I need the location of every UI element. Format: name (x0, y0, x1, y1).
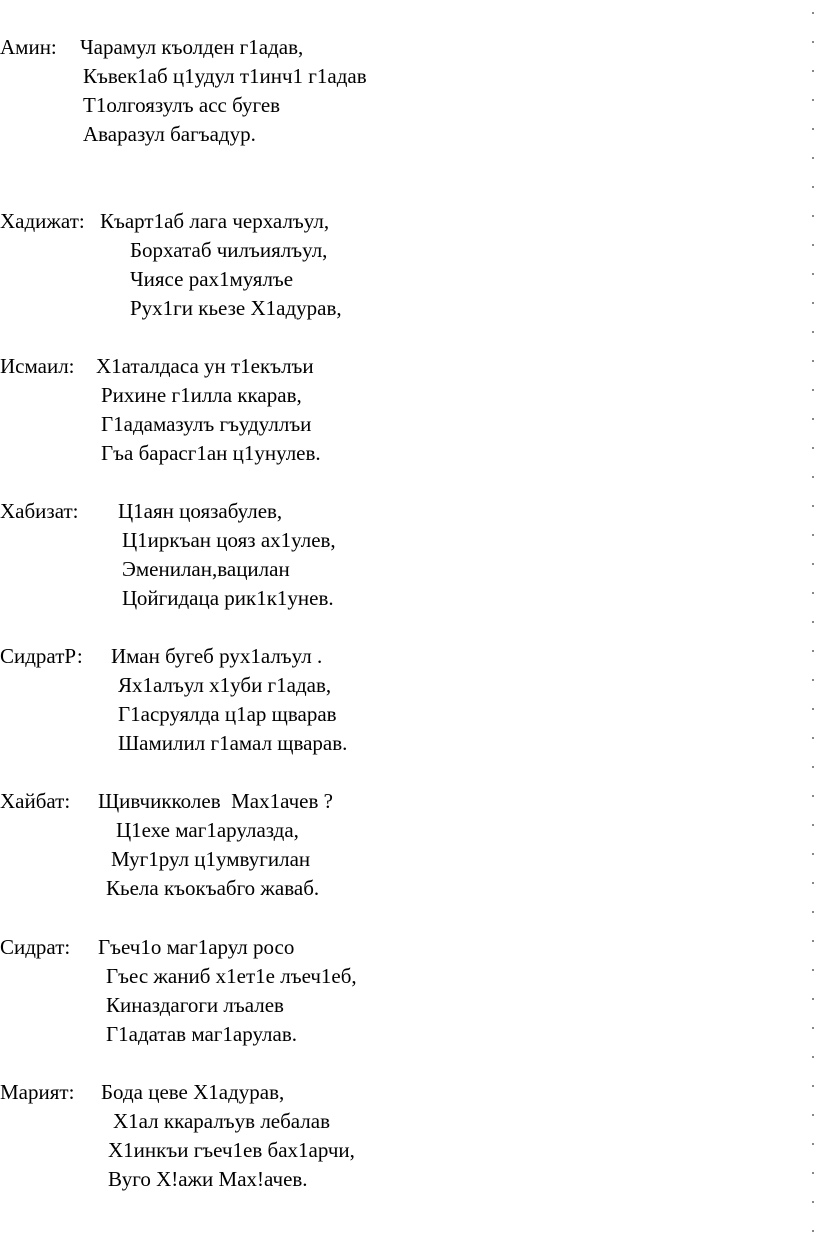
margin-dot (812, 1056, 814, 1058)
margin-dot (812, 418, 814, 420)
margin-dot (812, 940, 814, 942)
verse-line: Борхатаб чилъиялъул, (130, 238, 328, 262)
margin-dot (812, 12, 814, 14)
verse-line: Ях1алъул х1уби г1адав, (118, 673, 332, 697)
margin-dot (812, 157, 814, 159)
margin-dot (812, 41, 814, 43)
margin-dot (812, 882, 814, 884)
margin-dot (812, 505, 814, 507)
margin-dot (812, 1027, 814, 1029)
speaker-label: Хадижат: (0, 209, 85, 233)
speaker-label: Амин: (0, 35, 57, 59)
verse-line: Муг1рул ц1умвугилан (111, 847, 311, 871)
verse-line: Бода цеве Х1адурав, (101, 1080, 285, 1104)
margin-dot (812, 273, 814, 275)
margin-dot (812, 476, 814, 478)
margin-dot (812, 215, 814, 217)
verse-line: Киназдагоги лъалев (106, 993, 284, 1017)
verse-line: Чиясе рах1муялъе (130, 267, 294, 291)
speaker-label: СидратР: (0, 644, 83, 668)
margin-dot (812, 708, 814, 710)
speaker-label: Сидрат: (0, 935, 71, 959)
verse-line: Щивчикколев Мах1ачев ? (98, 789, 333, 813)
speaker-label: Исмаил: (0, 354, 75, 378)
margin-dot (812, 563, 814, 565)
margin-dot (812, 679, 814, 681)
margin-dot (812, 824, 814, 826)
verse-line: Кьела къокъабго жаваб. (106, 876, 320, 900)
verse-line: Г1асруялда ц1ар щварав (118, 702, 337, 726)
margin-dot (812, 534, 814, 536)
margin-dot (812, 1172, 814, 1174)
margin-dot (812, 128, 814, 130)
margin-dot (812, 389, 814, 391)
right-margin-dots (806, 0, 816, 1238)
margin-dot (812, 1201, 814, 1203)
margin-dot (812, 360, 814, 362)
margin-dot (812, 998, 814, 1000)
verse-line: Г1адамазулъ гъудуллъи (101, 412, 312, 436)
verse-line: Г1адатав маг1арулав. (106, 1022, 298, 1046)
verse-line: Вуго Х!ажи Мах!ачев. (108, 1167, 308, 1191)
margin-dot (812, 70, 814, 72)
margin-dot (812, 186, 814, 188)
margin-dot (812, 969, 814, 971)
margin-dot (812, 621, 814, 623)
verse-line: Къарт1аб лага черхалъул, (100, 209, 330, 233)
verse-line: Иман бугеб рух1алъул . (111, 644, 323, 668)
margin-dot (812, 795, 814, 797)
margin-dot (812, 447, 814, 449)
verse-line: Гъеч1о маг1арул росо (98, 935, 295, 959)
verse-line: Х1аталдаса ун т1екълъи (96, 354, 314, 378)
margin-dot (812, 302, 814, 304)
margin-dot (812, 331, 814, 333)
verse-line: Гъес жаниб х1ет1е лъеч1еб, (106, 964, 357, 988)
verse-line: Х1инкъи гъеч1ев бах1арчи, (108, 1138, 355, 1162)
verse-line: Ц1иркъан цояз ах1улев, (122, 528, 336, 552)
verse-line: Рух1ги кьезе Х1адурав, (130, 296, 342, 320)
verse-line: Т1олгоязулъ асс бугев (83, 93, 281, 117)
margin-dot (812, 1085, 814, 1087)
margin-dot (812, 99, 814, 101)
speaker-label: Марият: (0, 1080, 75, 1104)
verse-line: Ц1аян цоязабулев, (118, 499, 283, 523)
margin-dot (812, 766, 814, 768)
verse-line: Къвек1аб ц1удул т1инч1 г1адав (83, 64, 367, 88)
speaker-label: Хайбат: (0, 789, 71, 813)
margin-dot (812, 592, 814, 594)
margin-dot (812, 1143, 814, 1145)
verse-line: Шамилил г1амал щварав. (118, 731, 348, 755)
margin-dot (812, 244, 814, 246)
verse-line: Чарамул къолден г1адав, (80, 35, 304, 59)
verse-line: Ц1ехе маг1арулазда, (116, 818, 299, 842)
margin-dot (812, 853, 814, 855)
margin-dot (812, 737, 814, 739)
margin-dot (812, 1230, 814, 1232)
speaker-label: Хабизат: (0, 499, 79, 523)
verse-line: Гъа барасг1ан ц1унулев. (101, 441, 321, 465)
verse-line: Аваразул багъадур. (83, 122, 256, 146)
verse-line: Цойгидаца рик1к1унев. (122, 586, 334, 610)
verse-line: Эменилан,вацилан (122, 557, 290, 581)
margin-dot (812, 650, 814, 652)
verse-line: Х1ал ккаралъув лебалав (113, 1109, 331, 1133)
verse-line: Рихине г1илла ккарав, (101, 383, 302, 407)
margin-dot (812, 1114, 814, 1116)
margin-dot (812, 911, 814, 913)
